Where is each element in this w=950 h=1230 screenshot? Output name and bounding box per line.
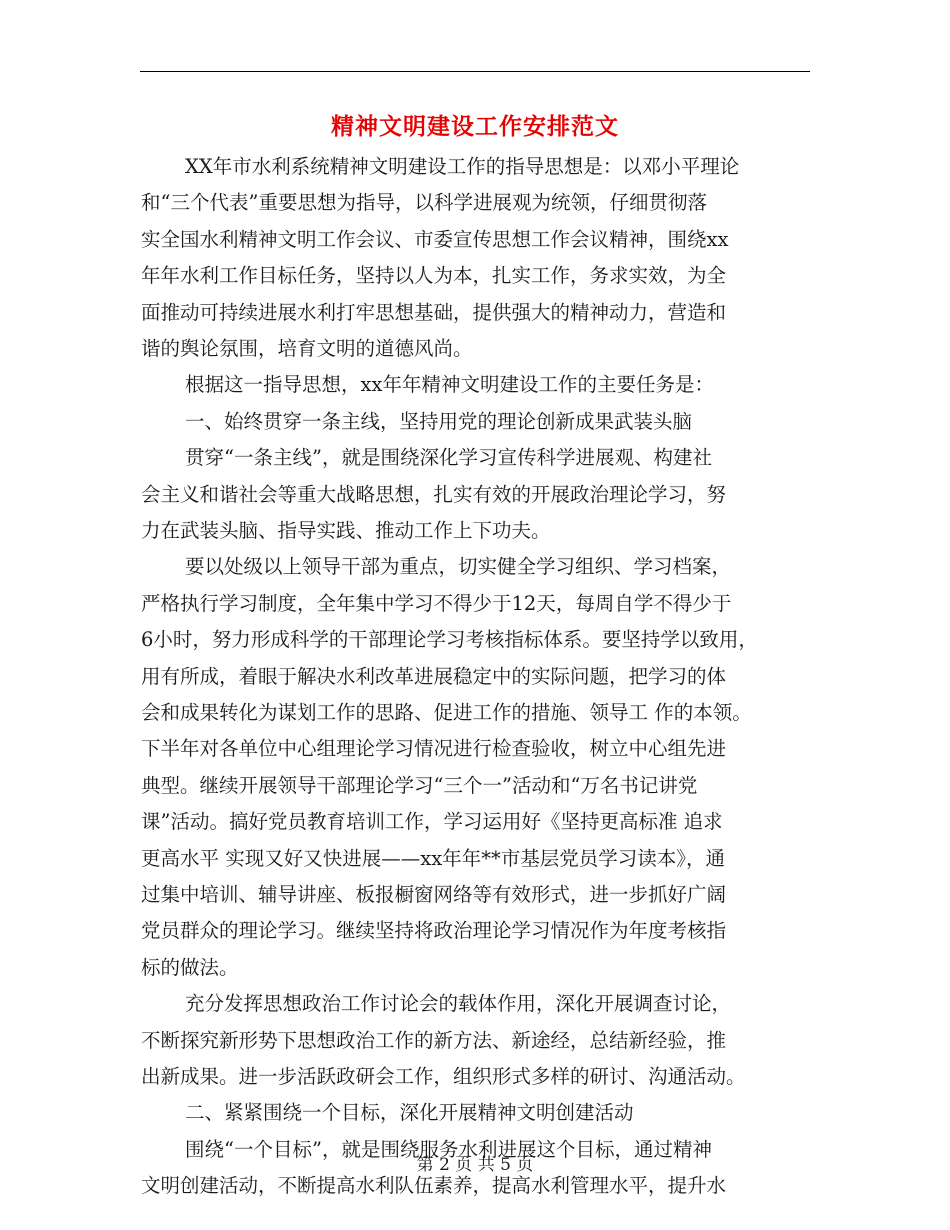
text-line: 贯穿“一条主线”，就是围绕深化学习宣传科学进展观、构建社 (185, 446, 712, 470)
text-line: 年年水利工作目标任务，坚持以人为本，扎实工作，务求实效，为全 (141, 264, 727, 288)
text-line: 不断探究新形势下思想政治工作的新方法、新途经，总结新经验，推 (141, 1028, 727, 1052)
text-line: 更高水平 实现又好又快进展——xx年年**市基层党员学习读本》，通 (141, 846, 725, 870)
text-line: 过集中培训、辅导讲座、板报橱窗网络等有效形式，进一步抓好广阔 (141, 883, 727, 906)
text-line: 谐的舆论氛围，培育文明的道德风尚。 (141, 337, 473, 360)
text-line: 出新成果。进一步活跃政研会工作，组织形式多样的研讨、沟通活动。 (141, 1065, 746, 1088)
text-line: 二、紧紧围绕一个目标，深化开展精神文明创建活动 (185, 1101, 634, 1125)
text-line: 典型。继续开展领导干部理论学习“三个一”活动和“万名书记讲党 (141, 773, 698, 797)
text-line: 6小时，努力形成科学的干部理论学习考核指标体系。要坚持学以致用， (141, 628, 758, 652)
text-line: 和“三个代表”重要思想为指导，以科学进展观为统领，仔细贯彻落 (141, 191, 707, 215)
text-line: 文明创建活动，不断提高水利队伍素养，提高水利管理水平，提升水 (141, 1174, 727, 1198)
text-line: 要以处级以上领导干部为重点，切实健全学习组织、学习档案， (185, 555, 732, 579)
header-rule (140, 71, 810, 72)
text-line: 严格执行学习制度，全年集中学习不得少于12天，每周自学不得少于 (141, 591, 732, 615)
document-title: 精神文明建设工作安排范文 (331, 113, 619, 140)
page-footer: 第 2 页 共 5 页 (416, 1155, 534, 1175)
text-line: 充分发挥思想政治工作讨论会的载体作用，深化开展调查讨论， (185, 992, 732, 1016)
text-line: 会和成果转化为谋划工作的思路、促进工作的措施、领导工 作的本领。 (141, 701, 752, 724)
text-line: 党员群众的理论学习。继续坚持将政治理论学习情况作为年度考核指 (141, 919, 727, 943)
text-line: 会主义和谐社会等重大战略思想，扎实有效的开展政治理论学习，努 (141, 482, 727, 506)
text-line: 面推动可持续进展水利打牢思想基础，提供强大的精神动力，营造和 (141, 300, 727, 324)
text-line: XX年市水利系统精神文明建设工作的指导思想是：以邓小平理论 (185, 155, 740, 178)
text-line: 标的做法。 (141, 955, 239, 979)
text-line: 下半年对各单位中心组理论学习情况进行检查验收，树立中心组先进 (141, 737, 727, 761)
text-line: 围绕“一个目标”，就是围绕服务水利进展这个目标，通过精神 (185, 1137, 712, 1161)
text-line: 课”活动。搞好党员教育培训工作，学习运用好《坚持更高标准 追求 (141, 810, 723, 834)
text-line: 实全国水利精神文明工作会议、市委宣传思想工作会议精神，围绕xx (141, 227, 729, 251)
text-line: 用有所成，着眼于解决水利改革进展稳定中的实际问题，把学习的体 (141, 664, 727, 688)
text-line: 根据这一指导思想，xx年年精神文明建设工作的主要任务是： (185, 373, 714, 397)
text-line: 一、始终贯穿一条主线，坚持用党的理论创新成果武装头脑 (185, 409, 693, 433)
text-line: 力在武装头脑、指导实践、推动工作上下功夫。 (141, 519, 551, 542)
